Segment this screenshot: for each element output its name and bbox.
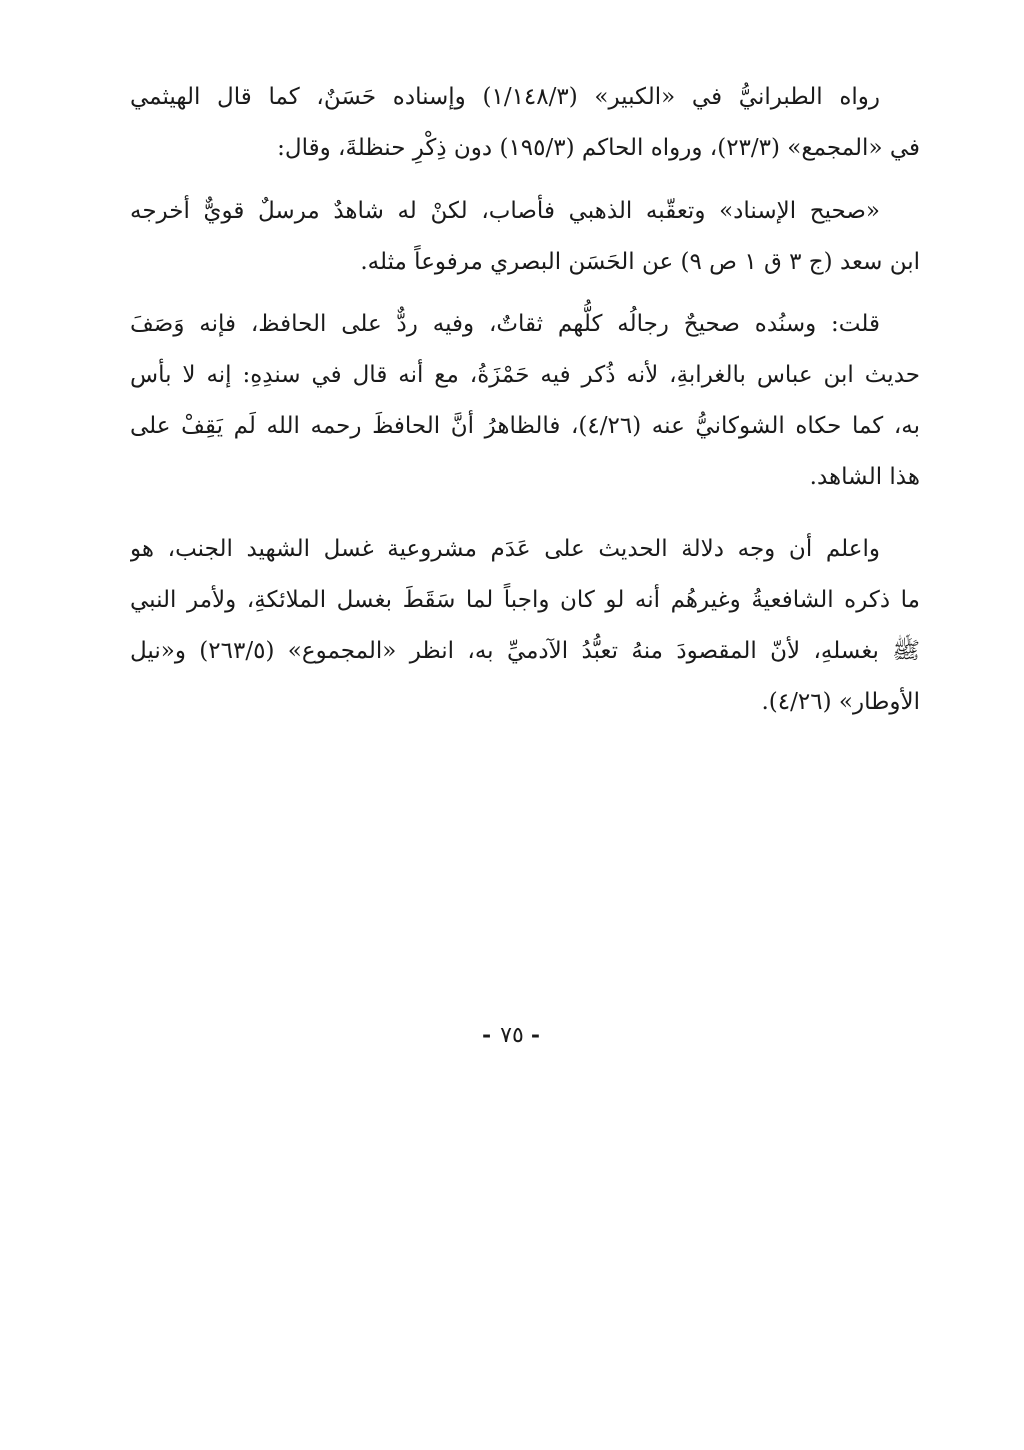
dash-left: -	[530, 1022, 542, 1048]
page-number-footer	[0, 1022, 1024, 1048]
text-line: ابن سعد (ج ٣ ق ١ ص ٩) عن الحَسَن البصري مرفوعاً مثله.	[360, 249, 920, 275]
paragraph-4	[130, 524, 920, 728]
document-page	[130, 72, 920, 728]
paragraph-1	[130, 72, 920, 174]
text-line: الأوطار» (٤/٢٦).	[761, 689, 920, 715]
text-line: حديث ابن عباس بالغرابةِ، لأنه ذُكر فيه حَمْزَةُ، مع أنه قال في سندِهِ: إنه لا بأس	[130, 362, 920, 388]
text-line: هذا الشاهد.	[809, 464, 920, 490]
paragraph-3	[130, 299, 920, 503]
text-line: في «المجمع» (٢٣/٣)، ورواه الحاكم (١٩٥/٣) دون ذِكْرِ حنظلةَ، وقال:	[277, 135, 920, 161]
text-line: ﷺ بغسلهِ، لأنّ المقصودَ منهُ تعبُّدُ الآدميِّ به، انظر «المجموع» (٢٦٣/٥) و«نيل	[130, 638, 920, 664]
text-line: به، كما حكاه الشوكانيُّ عنه (٤/٢٦)، فالظاهرُ أنَّ الحافظَ رحمه الله لَم يَقِفْ على	[130, 413, 920, 439]
text-line: قلت: وسنُده صحيحٌ رجالُه كلُّهم ثقاتٌ، وفيه ردٌّ على الحافظ، فإنه وَصَفَ	[130, 311, 880, 337]
text-line: رواه الطبرانيُّ في «الكبير» (١/١٤٨/٣) وإسناده حَسَنٌ، كما قال الهيثمي	[130, 84, 880, 110]
paragraph-2	[130, 186, 920, 288]
text-line: ما ذكره الشافعيةُ وغيرهُم أنه لو كان واجباً لما سَقَطَ بغسل الملائكةِ، ولأمر النبي	[130, 587, 920, 613]
page-number: ٧٥	[500, 1023, 524, 1048]
dash-right: -	[482, 1022, 494, 1048]
text-line: واعلم أن وجه دلالة الحديث على عَدَم مشروعية غسل الشهيد الجنب، هو	[130, 536, 880, 562]
text-line: «صحيح الإسناد» وتعقّبه الذهبي فأصاب، لكنْ له شاهدٌ مرسلٌ قويٌّ أخرجه	[130, 198, 880, 224]
